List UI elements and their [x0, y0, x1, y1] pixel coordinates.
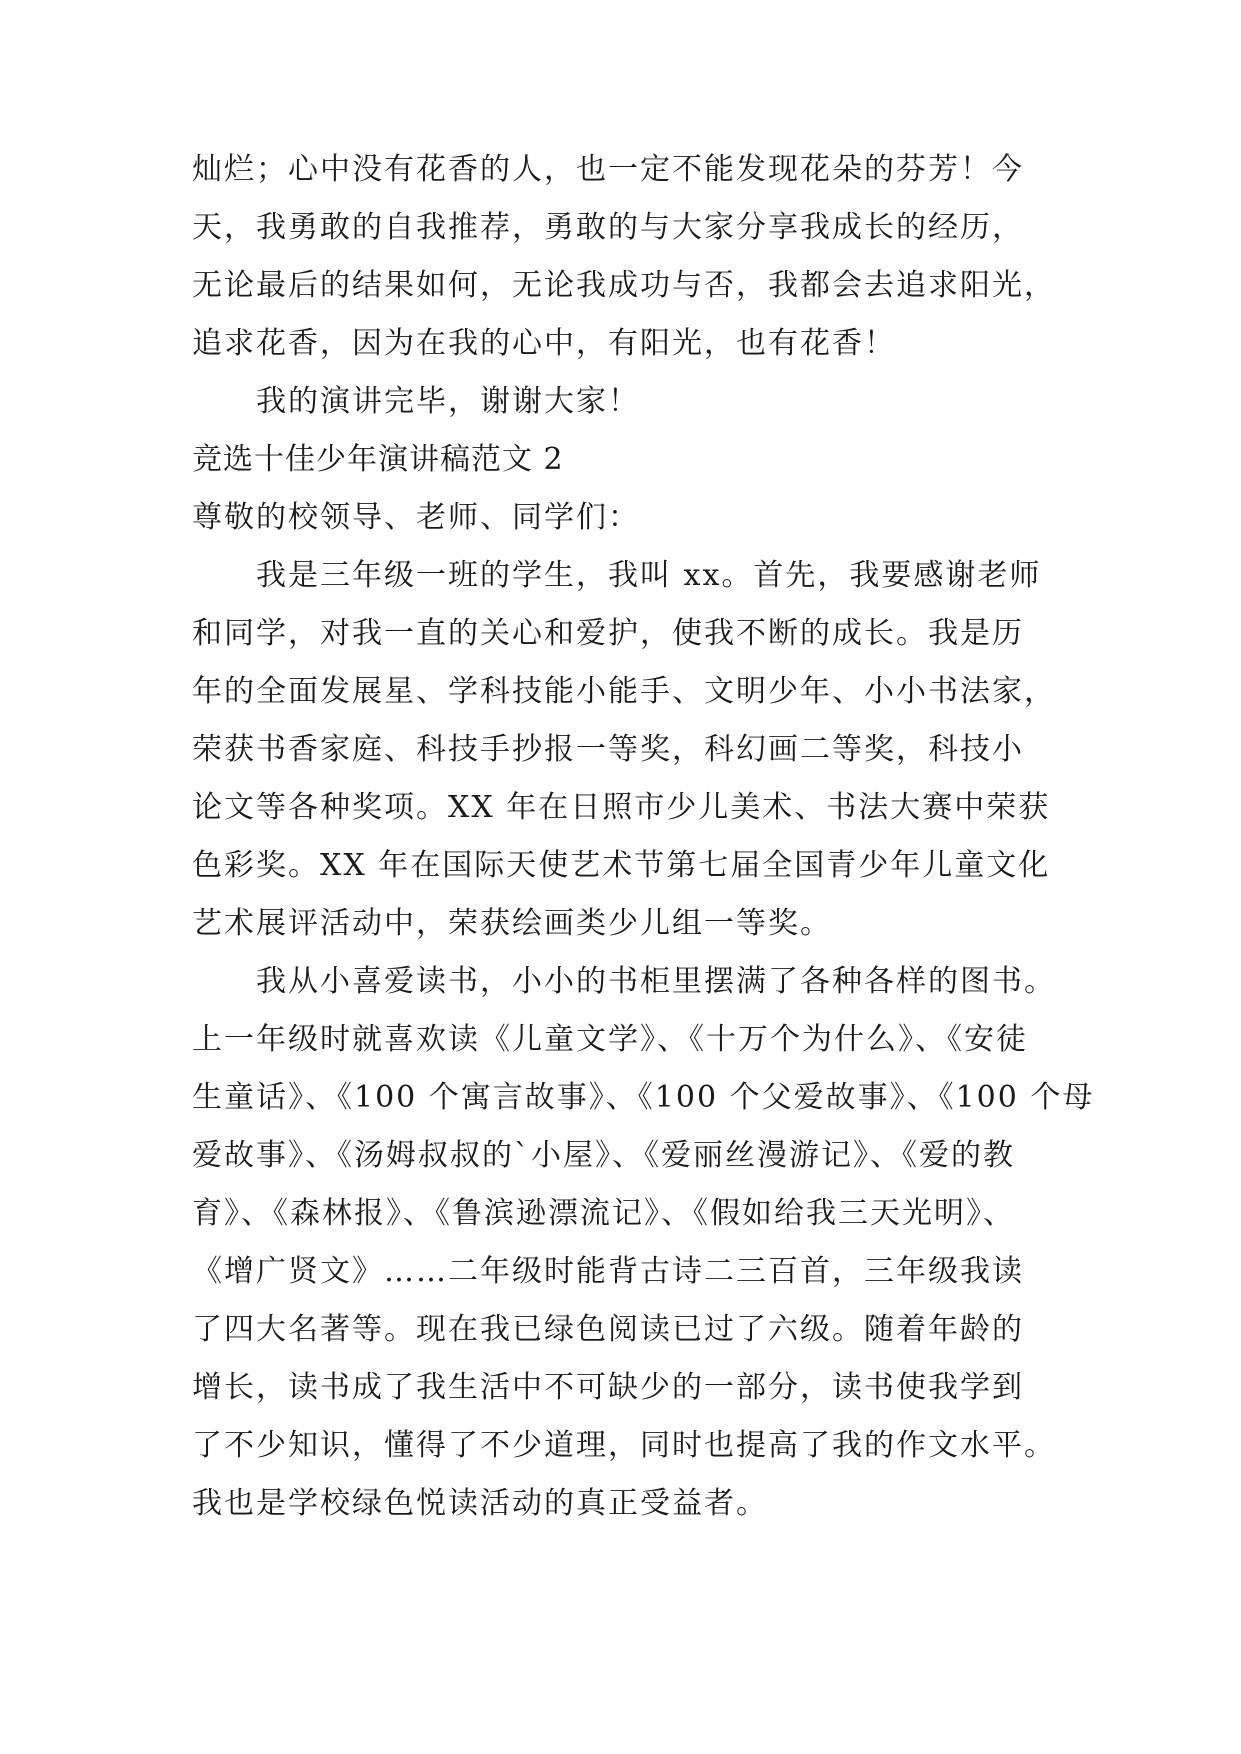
text-line: 爱故事》、《汤姆叔叔的`小屋》、《爱丽丝漫游记》、《爱的教	[192, 1138, 1015, 1173]
text-line: 我也是学校绿色悦读活动的真正受益者。	[192, 1486, 768, 1521]
salutation: 尊敬的校领导、老师、同学们：	[192, 500, 640, 535]
text-line: 上一年级时就喜欢读《儿童文学》、《十万个为什么》、《安徒	[192, 1022, 1028, 1057]
section-title: 竞选十佳少年演讲稿范文 2	[192, 442, 564, 477]
text-line: 论文等各种奖项。XX 年在日照市少儿美术、书法大赛中荣获	[192, 790, 1051, 825]
text-line: 了不少知识，懂得了不少道理，同时也提高了我的作文水平。	[192, 1428, 1056, 1463]
text-line: 年的全面发展星、学科技能小能手、文明少年、小小书法家，	[192, 674, 1056, 709]
text-line: 天，我勇敢的自我推荐，勇敢的与大家分享我成长的经历，	[192, 210, 1024, 245]
text-line: 了四大名著等。现在我已绿色阅读已过了六级。随着年龄的	[192, 1312, 1024, 1347]
text-line: 色彩奖。XX 年在国际天使艺术节第七届全国青少年儿童文化	[192, 848, 1051, 883]
text-line: 生童话》、《100 个寓言故事》、《100 个父爱故事》、《100 个母	[192, 1080, 1095, 1115]
text-line: 追求花香，因为在我的心中，有阳光，也有花香！	[192, 326, 896, 361]
closing-line: 我的演讲完毕，谢谢大家！	[256, 384, 640, 419]
text-line: 我从小喜爱读书，小小的书柜里摆满了各种各样的图书。	[256, 964, 1056, 999]
text-line: 无论最后的结果如何，无论我成功与否，我都会去追求阳光，	[192, 268, 1056, 303]
text-line: 《增广贤文》……二年级时能背古诗二三百首，三年级我读	[192, 1254, 1024, 1289]
text-line: 增长，读书成了我生活中不可缺少的一部分，读书使我学到	[192, 1370, 1024, 1405]
text-line: 荣获书香家庭、科技手抄报一等奖，科幻画二等奖，科技小	[192, 732, 1024, 767]
text-line: 灿烂；心中没有花香的人，也一定不能发现花朵的芬芳！今	[192, 152, 1024, 187]
text-line: 和同学，对我一直的关心和爱护，使我不断的成长。我是历	[192, 616, 1024, 651]
text-line: 艺术展评活动中，荣获绘画类少儿组一等奖。	[192, 906, 832, 941]
text-line: 育》、《森林报》、《鲁滨逊漂流记》、《假如给我三天光明》、	[192, 1196, 1015, 1231]
text-line: 我是三年级一班的学生，我叫 xx。首先，我要感谢老师	[256, 558, 1042, 593]
